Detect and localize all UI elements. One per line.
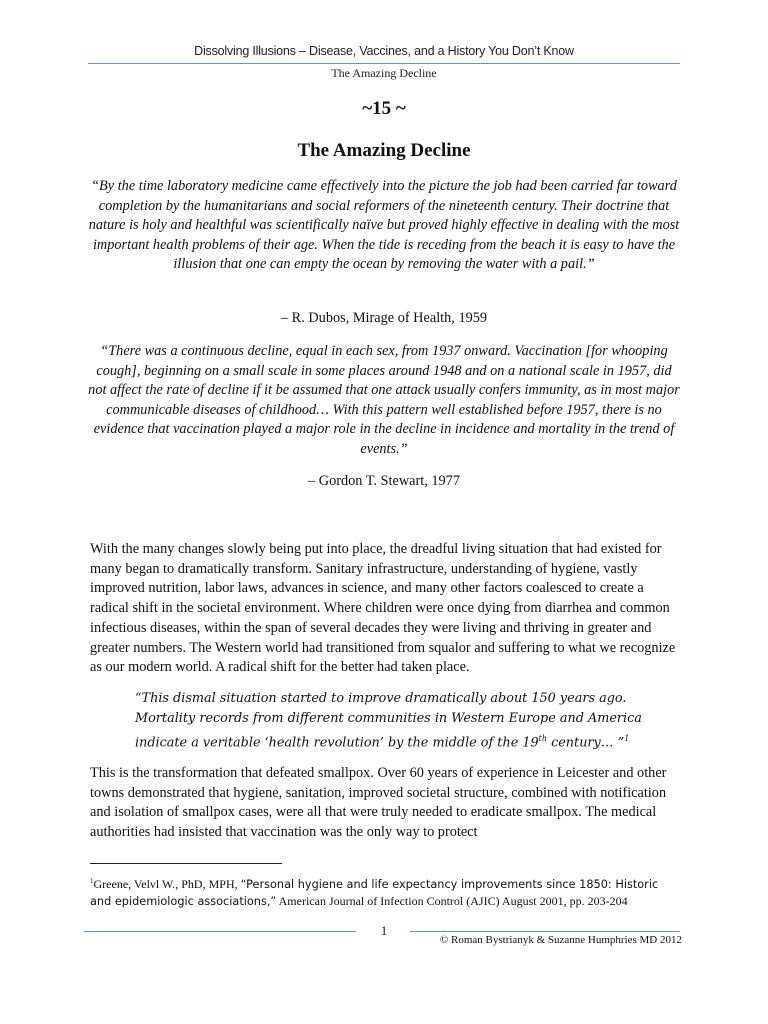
epigraph-attribution-dubos: – R. Dubos, Mirage of Health, 1959 — [280, 310, 488, 326]
footnote-author: Greene, Velvl W., PhD, MPH, — [93, 877, 241, 891]
header-divider — [88, 63, 680, 64]
footnote-article-title: “Personal hygiene and life expectancy improvements since 1850: Historic and epidemiologic associations,” — [90, 878, 659, 908]
footnote-divider — [90, 863, 282, 864]
block-quote-text: “This dismal situation started to improve dramatically about 150 years ago. Mortality records from different communities in Western Europe and America indicate a veritable ‘health revolution’ by the middle of the 19 — [135, 691, 642, 751]
footer-divider-left — [84, 931, 356, 932]
chapter-title: The Amazing Decline — [297, 140, 471, 161]
block-quote — [135, 689, 680, 753]
copyright-notice: © Roman Bystrianyk & Suzanne Humphries MD 2012 — [439, 934, 682, 946]
footnote-marker: 1 — [90, 877, 94, 885]
epigraph-attribution-stewart: – Gordon T. Stewart, 1977 — [308, 473, 460, 489]
body-paragraph: This is the transformation that defeated smallpox. Over 60 years of experience in Leicester and other towns demonstrated that hygiene, sanitation, improved societal structure, combined with notification and isolation of smallpox cases, were all that were truly needed to eradicate smallpox. The medical authorities had insisted that vaccination was the only way to protect — [90, 765, 667, 841]
epigraph-quote-stewart: “There was a continuous decline, equal in each sex, from 1937 onward. Vaccination [for whooping cough], beginning on a small scale in some places around 1948 and on a national scale in 1957, did not affect the rate of decline if it be assumed that one attack usually confers immunity, as in most major communicable diseases of childhood… With this pattern well established before 1957, there is no evidence that vaccination played a major role in the decline in incidence and mortality in the trend of events.” — [88, 343, 680, 457]
running-header-subtitle: The Amazing Decline — [331, 66, 437, 80]
chapter-number: ~15 ~ — [362, 98, 406, 119]
footer-divider-right — [410, 931, 680, 932]
footnote — [90, 873, 680, 910]
page-number: 1 — [380, 924, 388, 938]
epigraph-quote-dubos: “By the time laboratory medicine came effectively into the picture the job had been carried far toward completion by the humanitarians and social reformers of the nineteenth century. Their doctrine that nature is holy and healthful was scientifically naïve but proved highly effective in dealing with the most important health problems of their age. When the tide is receding from the beach it is easy to have the illusion that one can empty the ocean by removing the water with a pail.” — [88, 178, 680, 273]
body-paragraph: With the many changes slowly being put into place, the dreadful living situation that had existed for many began to dramatically transform. Sanitary infrastructure, understanding of hygiene, vastly improved nutrition, labor laws, advances in science, and many other factors coalesced to create a radical shift in the societal environment. Where children were once dying from diarrhea and common infectious diseases, within the span of several decades they were living and thriving in greater and greater numbers. The Western world had transitioned from squalor and suffering to what we recognize as our modern world. A radical shift for the better had taken place. — [90, 541, 676, 676]
ordinal-superscript: th — [538, 734, 547, 743]
footnote-source: American Journal of Infection Control (AJIC) August 2001, pp. 203-204 — [276, 894, 628, 908]
block-quote-text-end: century… ” — [547, 735, 625, 751]
running-header-title: Dissolving Illusions – Disease, Vaccines, and a History You Don’t Know — [194, 44, 574, 58]
footnote-reference[interactable]: 1 — [624, 734, 630, 743]
